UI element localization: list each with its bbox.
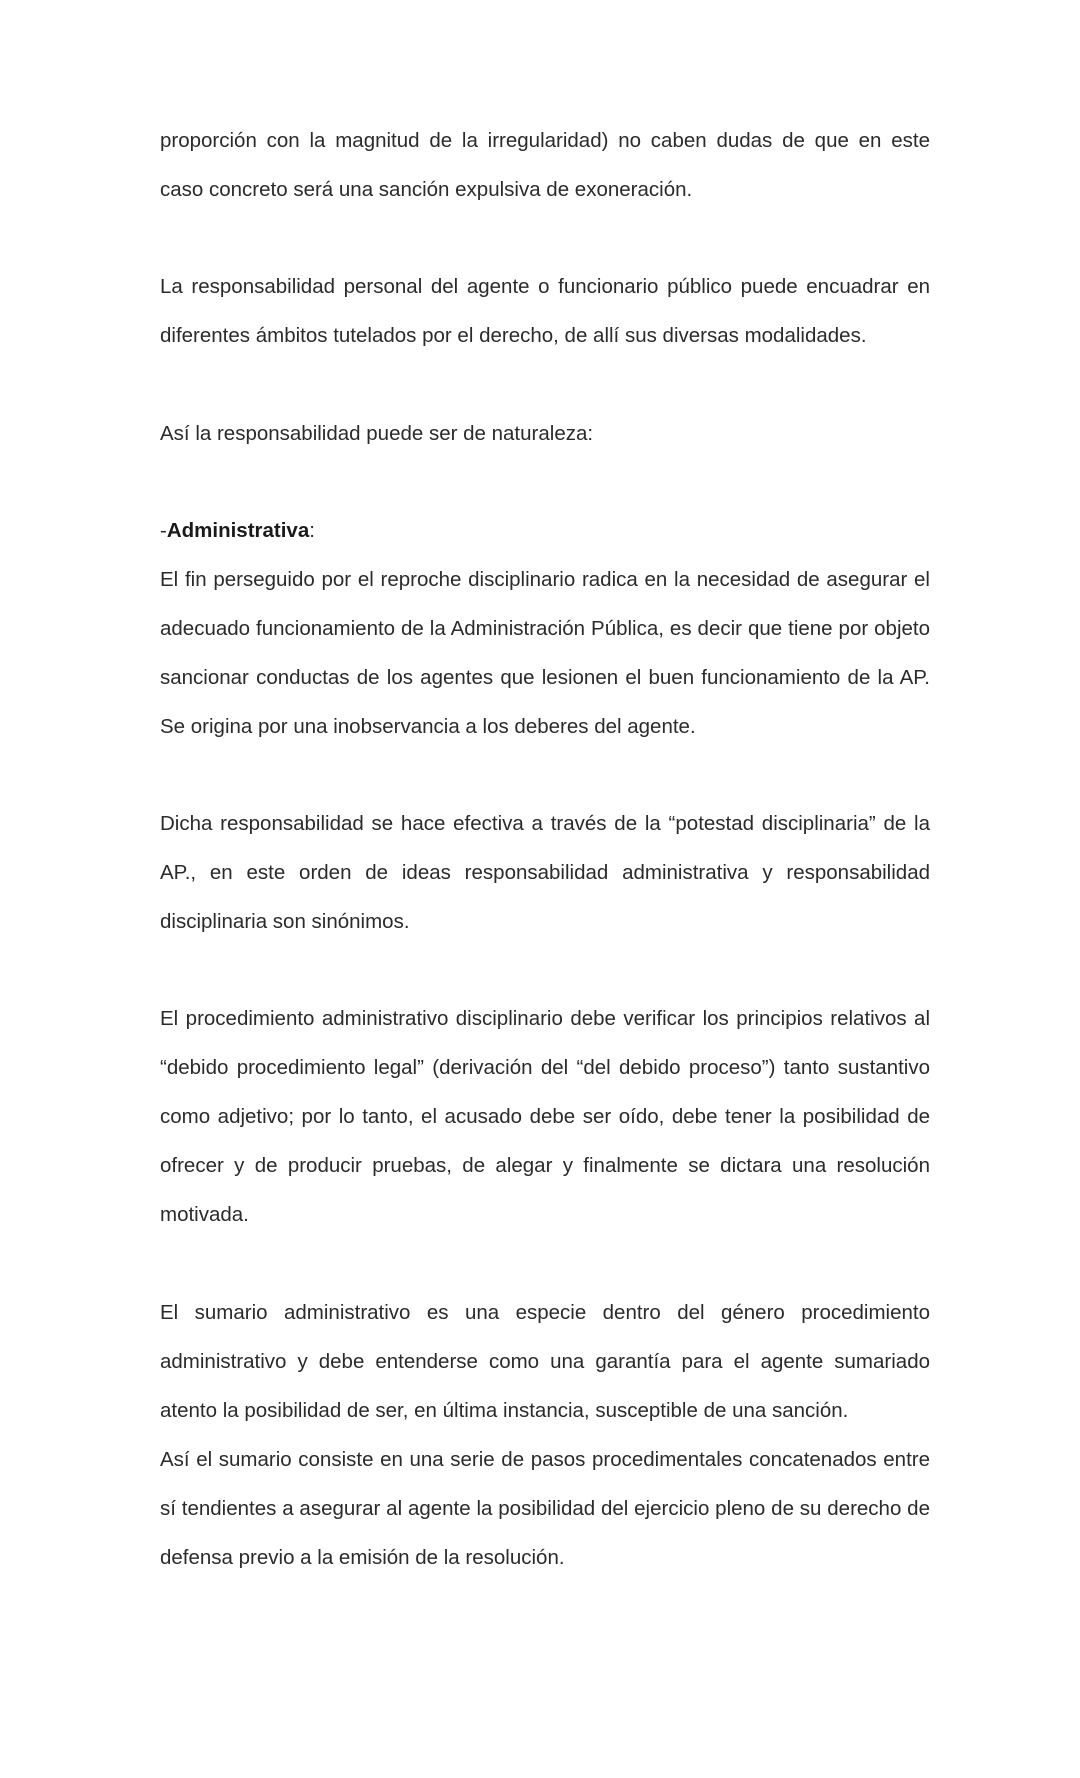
paragraph-intro-line-2: caso concreto será una sanción expulsiva de exoneración. [160, 178, 693, 201]
paragraph-text: El sumario administrativo es una especie dentro del género procedimiento administrativo y debe entenderse como una garantía para el agente sumariado atento la posibilidad de ser, en última instancia, susceptible de una sanción. [160, 1301, 930, 1422]
heading-suffix: : [309, 519, 315, 542]
paragraph-naturaleza [160, 409, 930, 458]
paragraph-sumario [160, 1288, 930, 1435]
paragraph-text: El fin perseguido por el reproche disciplinario radica en la necesidad de asegurar el adecuado funcionamiento de la Administración Pública, es decir que tiene por objeto sancionar conductas de los agentes que lesionen el buen funcionamiento de la AP. Se origina por una inobservancia a los deberes del agente. [160, 568, 930, 738]
section-heading-administrativa [160, 506, 930, 555]
paragraph-intro-line-1: proporción con la magnitud de la irregularidad) no caben dudas de que en este [160, 129, 930, 152]
heading-prefix: - [160, 519, 167, 542]
paragraph-pasos-procedimentales [160, 1435, 930, 1582]
paragraph-text: Así el sumario consiste en una serie de pasos procedimentales concatenados entre sí tendientes a asegurar al agente la posibilidad del ejercicio pleno de su derecho de defensa previo a la emisión de la resolución. [160, 1448, 930, 1569]
paragraph-text: El procedimiento administrativo disciplinario debe verificar los principios relativos al “debido procedimiento legal” (derivación del “del debido proceso”) tanto sustantivo como adjetivo; por lo tanto, el acusado debe ser oído, debe tener la posibilidad de ofrecer y de producir pruebas, de alegar y finalmente se dictara una resolución motivada. [160, 1007, 930, 1226]
paragraph-text: La responsabilidad personal del agente o funcionario público puede encuadrar en diferentes ámbitos tutelados por el derecho, de allí sus diversas modalidades. [160, 275, 930, 347]
paragraph-potestad-disciplinaria [160, 799, 930, 946]
paragraph-procedimiento [160, 994, 930, 1239]
paragraph-text: Dicha responsabilidad se hace efectiva a través de la “potestad disciplinaria” de la AP., en este orden de ideas responsabilidad administrativa y responsabilidad disciplinaria son sinónimos. [160, 812, 930, 933]
paragraph-intro [160, 116, 930, 214]
heading-text: Administrativa [166, 519, 310, 542]
paragraph-text: Así la responsabilidad puede ser de naturaleza: [160, 422, 594, 445]
paragraph-responsabilidad-personal [160, 262, 930, 360]
section-heading [160, 506, 930, 555]
paragraph-fin-perseguido [160, 555, 930, 751]
